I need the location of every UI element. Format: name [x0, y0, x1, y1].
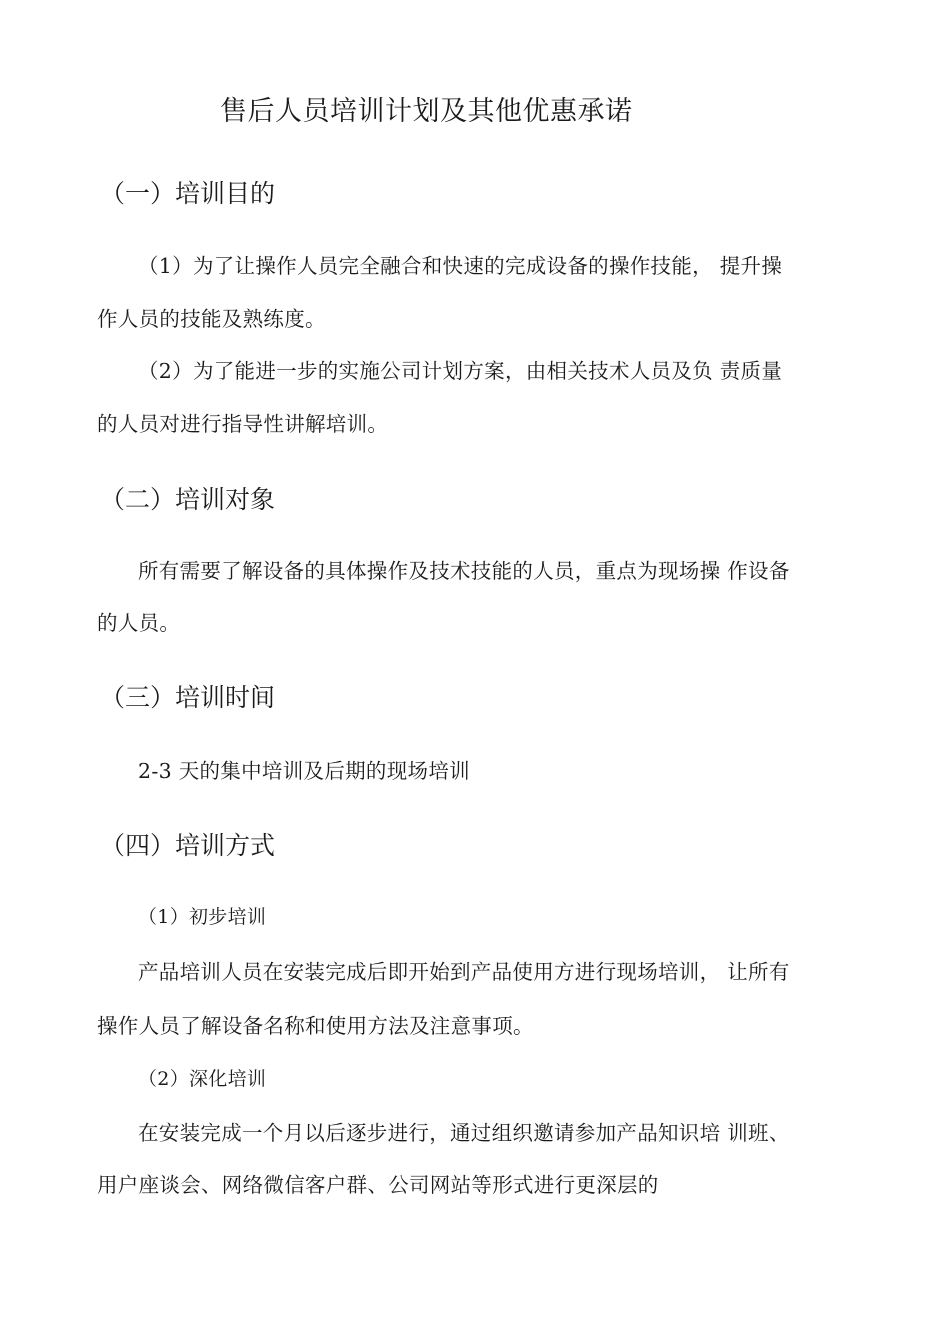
section-heading-purpose: （一）培训目的: [100, 179, 276, 208]
subheading-advanced-training: （2）深化培训: [138, 1068, 267, 1090]
paragraph-line: 作人员的技能及熟练度。: [97, 307, 326, 331]
paragraph-line: 产品培训人员在安装完成后即开始到产品使用方进行现场培训， 让所有: [138, 960, 790, 984]
paragraph-line: 所有需要了解设备的具体操作及技术技能的人员，重点为现场操 作设备: [138, 559, 790, 583]
section-heading-method: （四）培训方式: [100, 831, 276, 860]
paragraph-line: （2）为了能进一步的实施公司计划方案，由相关技术人员及负 责质量: [138, 359, 783, 383]
paragraph-line: 的人员。: [97, 611, 181, 635]
paragraph-line: （1）为了让操作人员完全融合和快速的完成设备的操作技能， 提升操: [138, 254, 783, 278]
subheading-initial-training: （1）初步培训: [138, 906, 267, 928]
paragraph-line: 用户座谈会、网络微信客户群、公司网站等形式进行更深层的: [97, 1173, 659, 1197]
document-title: 售后人员培训计划及其他优惠承诺: [220, 96, 633, 127]
paragraph-line: 在安装完成一个月以后逐步进行，通过组织邀请参加产品知识培 训班、: [138, 1121, 790, 1145]
paragraph-line: 2-3 天的集中培训及后期的现场培训: [138, 759, 470, 783]
section-heading-time: （三）培训时间: [100, 683, 276, 712]
section-heading-audience: （二）培训对象: [100, 485, 276, 514]
paragraph-line: 的人员对进行指导性讲解培训。: [97, 412, 389, 436]
paragraph-line: 操作人员了解设备名称和使用方法及注意事项。: [97, 1014, 534, 1038]
